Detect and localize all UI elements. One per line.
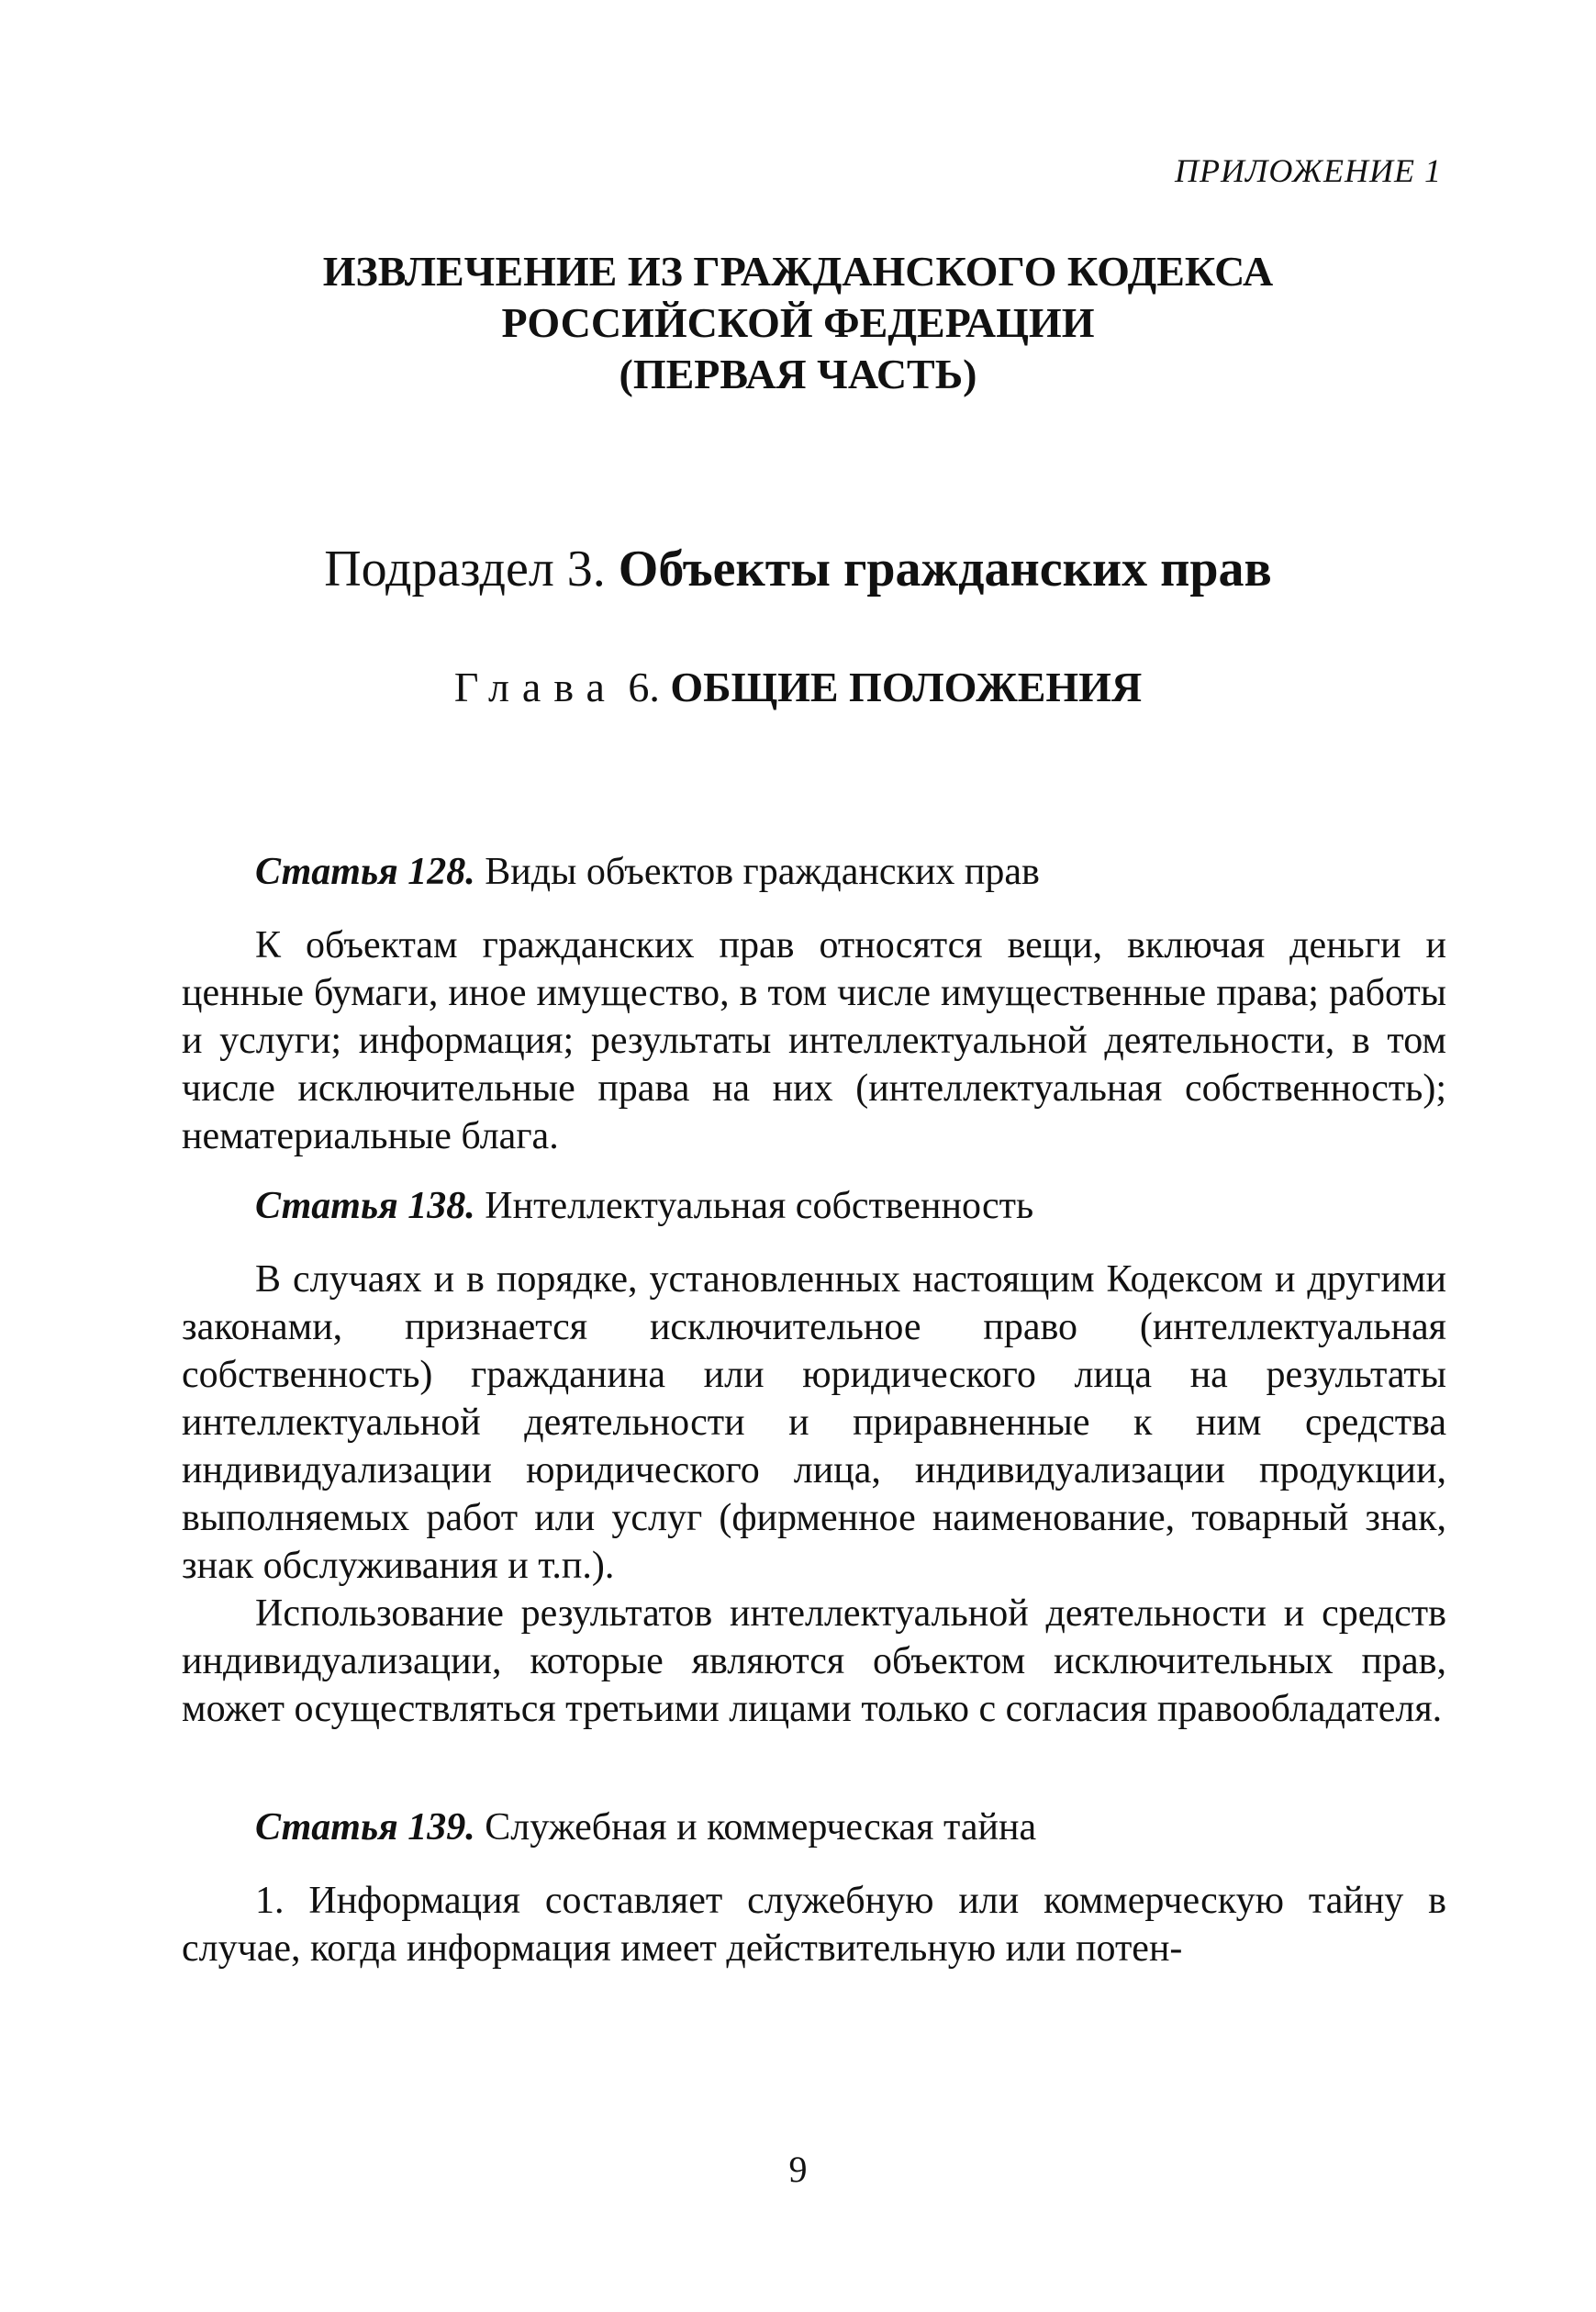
article-128-body: [182, 921, 1446, 1160]
subsection-name: Объекты гражданских прав: [618, 541, 1272, 598]
article-paragraph: В случаях и в порядке, установленных настоящим Кодексом и другими законами, признается исключительное право (интеллектуальная собственность) гражданина или юридического лица на результаты интеллектуальной деятельности и приравненные к ним средства индивидуализации юридического лица, индивидуализации продукции, выполняемых работ или услуг (фирменное наименование, товарный знак, знак обслуживания и т.п.).: [182, 1258, 1446, 1587]
article-label: Статья 139.: [255, 1806, 475, 1848]
appendix-label: ПРИЛОЖЕНИЕ 1: [1175, 152, 1442, 189]
article-139: [182, 1804, 1446, 1851]
article-label: Статья 138.: [255, 1185, 475, 1227]
article-heading: [182, 1182, 1446, 1230]
subsection-heading: [0, 540, 1596, 598]
article-138: [182, 1182, 1446, 1230]
chapter-number: 6.: [628, 664, 660, 710]
article-128: [182, 848, 1446, 896]
article-paragraph: Использование результатов интеллектуальной деятельности и средств индивидуализации, которые являются объектом исключительных прав, может осуществляться третьими лицами только с согласия правообладателя.: [182, 1592, 1446, 1730]
article-139-body: [182, 1877, 1446, 1972]
title-line-3: (ПЕРВАЯ ЧАСТЬ): [619, 351, 977, 397]
page-number: 9: [788, 2149, 808, 2190]
article-heading: [182, 1804, 1446, 1851]
chapter-name: ОБЩИЕ ПОЛОЖЕНИЯ: [670, 664, 1143, 710]
article-138-body: [182, 1256, 1446, 1733]
article-paragraph: К объектам гражданских прав относятся вещи, включая деньги и ценные бумаги, иное имущество, в том числе имущественные права; работы и услуги; информация; результаты интеллектуальной деятельности, в том числе исключительные права на них (интеллектуальная собственность); нематериальные блага.: [182, 924, 1446, 1157]
article-label: Статья 128.: [255, 851, 475, 893]
article-heading: [182, 848, 1446, 896]
article-title: Интеллектуальная собственность: [485, 1185, 1034, 1227]
title-line-1: ИЗВЛЕЧЕНИЕ ИЗ ГРАЖДАНСКОГО КОДЕКСА: [322, 248, 1274, 295]
article-title: Служебная и коммерческая тайна: [485, 1806, 1037, 1848]
document-title: [0, 246, 1596, 400]
article-title: Виды объектов гражданских прав: [485, 851, 1040, 893]
chapter-heading: [0, 663, 1596, 711]
article-paragraph: 1. Информация составляет служебную или коммерческую тайну в случае, когда информация имеет действительную или потен-: [182, 1880, 1446, 1970]
subsection-prefix: Подраздел 3.: [324, 541, 606, 598]
title-line-2: РОССИЙСКОЙ ФЕДЕРАЦИИ: [501, 299, 1095, 346]
chapter-prefix: Глава: [453, 664, 618, 710]
